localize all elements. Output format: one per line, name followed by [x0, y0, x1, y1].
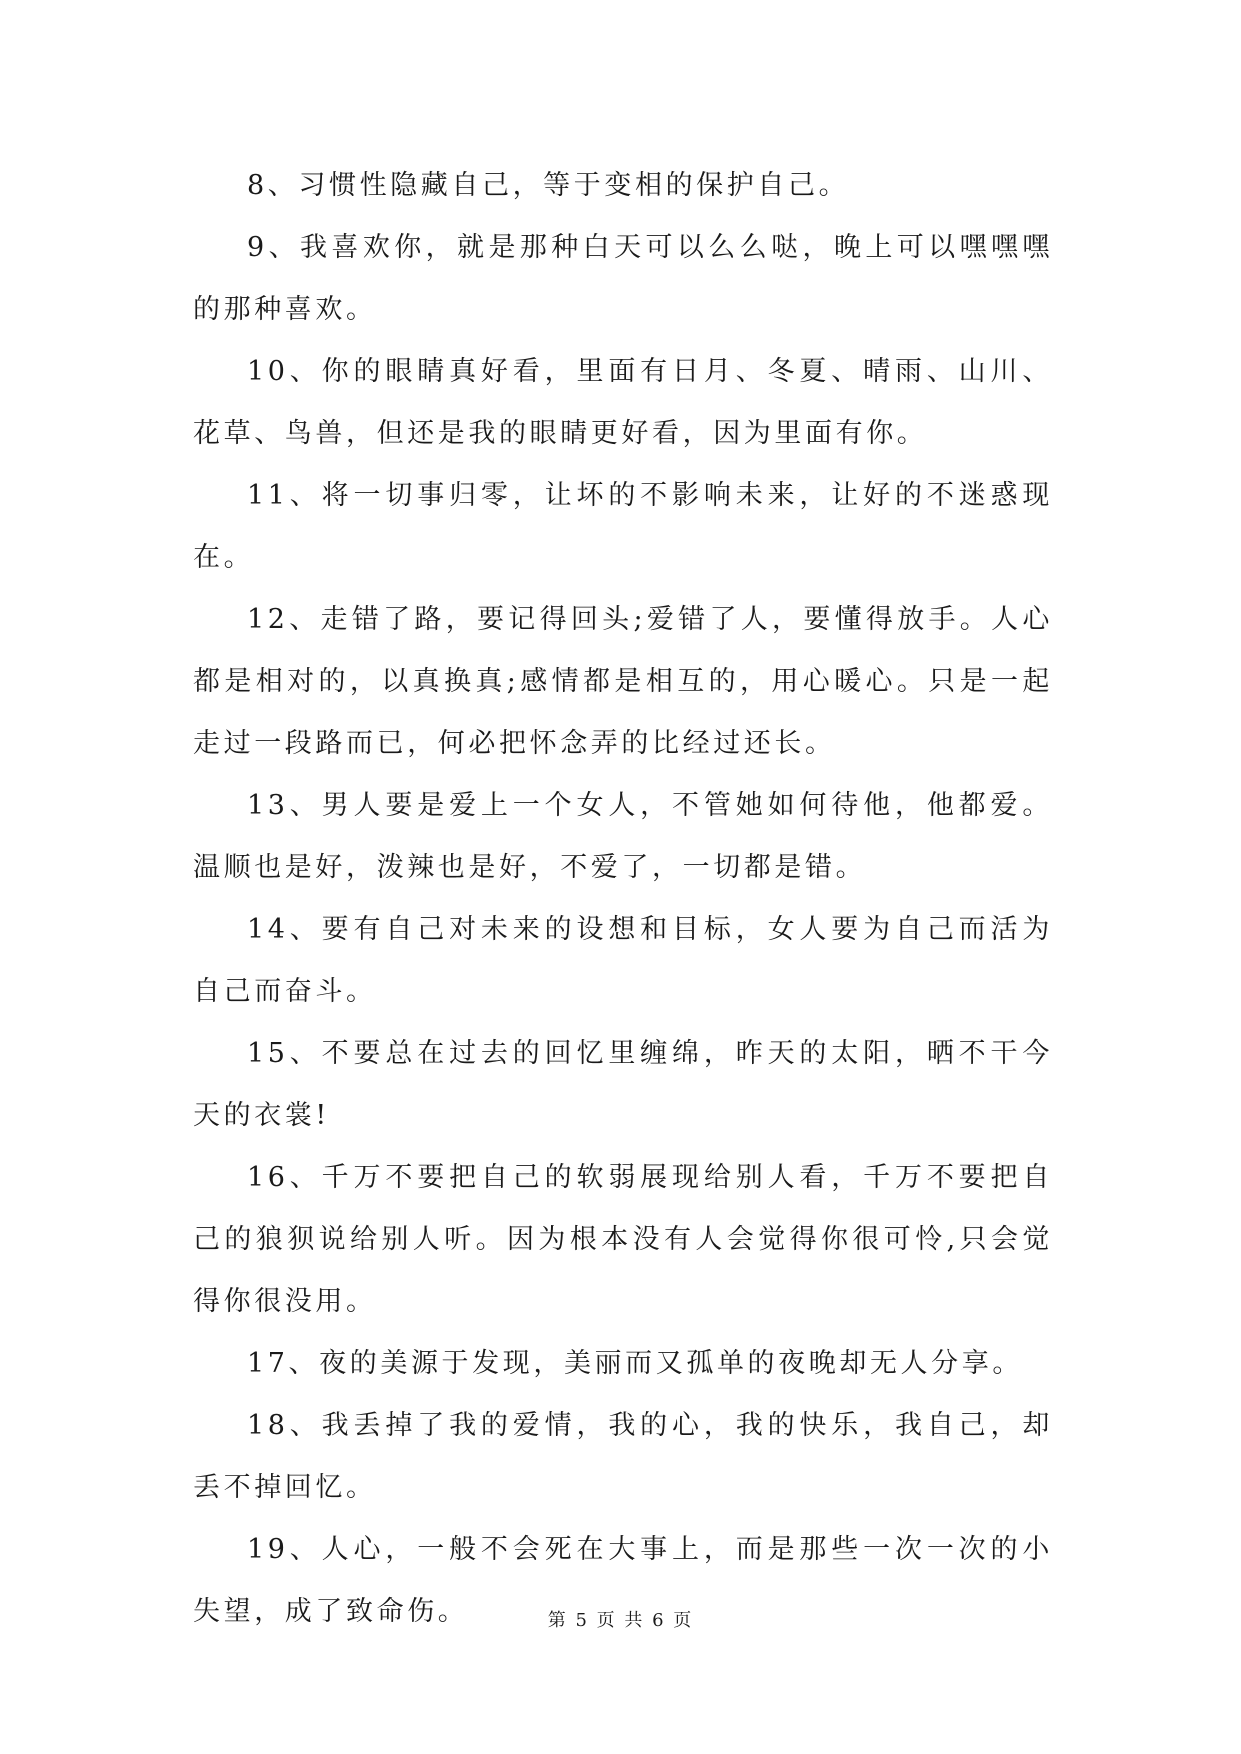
- paragraph-12: 12、走错了路，要记得回头;爱错了人，要懂得放手。人心都是相对的，以真换真;感情都是相互的，用心暖心。只是一起走过一段路而已，何必把怀念弄的比经过还长。: [193, 604, 1053, 759]
- page-number-footer: 第 5 页 共 6 页: [547, 1610, 694, 1631]
- paragraph-9: 9、我喜欢你，就是那种白天可以么么哒，晚上可以嘿嘿嘿的那种喜欢。: [193, 232, 1053, 325]
- paragraph-10: 10、你的眼睛真好看，里面有日月、冬夏、晴雨、山川、花草、鸟兽，但还是我的眼睛更好看，因为里面有你。: [193, 356, 1053, 449]
- paragraph-8: 8、习惯性隐藏自己，等于变相的保护自己。: [247, 170, 850, 201]
- paragraph-18: 18、我丢掉了我的爱情，我的心，我的快乐，我自己，却丢不掉回忆。: [193, 1410, 1053, 1503]
- paragraph-13: 13、男人要是爱上一个女人，不管她如何待他，他都爱。温顺也是好，泼辣也是好，不爱了，一切都是错。: [193, 790, 1053, 883]
- paragraph-15: 15、不要总在过去的回忆里缠绵，昨天的太阳，晒不干今天的衣裳!: [193, 1038, 1053, 1131]
- paragraph-19: 19、人心，一般不会死在大事上，而是那些一次一次的小失望，成了致命伤。: [193, 1534, 1053, 1627]
- document-body: [193, 155, 1053, 1643]
- paragraph-14: 14、要有自己对未来的设想和目标，女人要为自己而活为自己而奋斗。: [193, 914, 1053, 1007]
- paragraph-16: 16、千万不要把自己的软弱展现给别人看，千万不要把自己的狼狈说给别人听。因为根本没有人会觉得你很可怜,只会觉得你很没用。: [193, 1162, 1053, 1317]
- paragraph-17: 17、夜的美源于发现，美丽而又孤单的夜晚却无人分享。: [247, 1348, 1023, 1379]
- paragraph-11: 11、将一切事归零，让坏的不影响未来，让好的不迷惑现在。: [193, 480, 1053, 573]
